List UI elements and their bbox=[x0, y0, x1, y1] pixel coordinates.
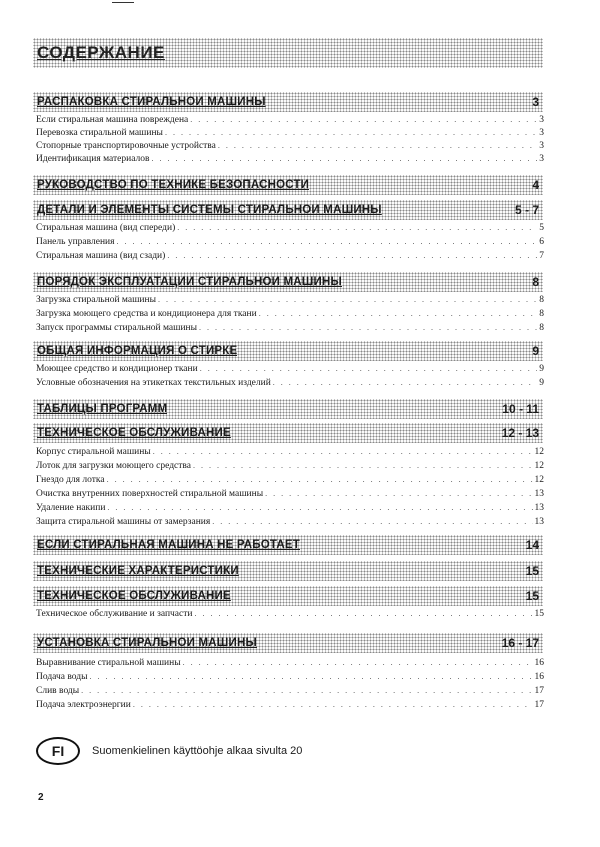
item-label: Идентификация материалов bbox=[36, 154, 150, 164]
toc-item[interactable] bbox=[36, 656, 544, 669]
item-page: 16 bbox=[534, 658, 544, 668]
item-page: 15 bbox=[534, 609, 544, 619]
item-label: Стиральная машина (вид спереди) bbox=[36, 223, 176, 233]
item-page: 17 bbox=[534, 700, 544, 710]
item-page: 16 bbox=[534, 672, 544, 682]
toc-item[interactable] bbox=[36, 221, 544, 234]
section-title: ПОРЯДОК ЭКСПЛУАТАЦИИ СТИРАЛЬНОЙ МАШИНЫ bbox=[37, 276, 342, 288]
toc-section[interactable] bbox=[33, 200, 543, 220]
section-page: 15 bbox=[525, 589, 539, 603]
finnish-note-text: Suomenkielinen käyttöohje alkaa sivulta 20 bbox=[92, 745, 303, 757]
dot-leader bbox=[212, 515, 532, 528]
section-page: 10 - 11 bbox=[502, 402, 539, 416]
item-page: 3 bbox=[539, 115, 544, 125]
item-page: 5 bbox=[539, 223, 544, 233]
section-title: РАСПАКОВКА СТИРАЛЬНОЙ МАШИНЫ bbox=[37, 96, 266, 108]
toc-section[interactable] bbox=[33, 535, 543, 555]
item-label: Техническое обслуживание и запчасти bbox=[36, 609, 193, 619]
toc-item[interactable] bbox=[36, 293, 544, 306]
dot-leader bbox=[107, 473, 533, 486]
toc-item[interactable] bbox=[36, 376, 544, 389]
dot-leader bbox=[265, 487, 532, 500]
item-page: 3 bbox=[539, 154, 544, 164]
dot-leader bbox=[153, 445, 533, 458]
toc-item[interactable] bbox=[36, 515, 544, 528]
item-label: Если стиральная машина повреждена bbox=[36, 115, 189, 125]
toc-section[interactable] bbox=[33, 561, 543, 581]
item-label: Условные обозначения на этикетках текстильных изделий bbox=[36, 378, 271, 388]
toc-item[interactable] bbox=[36, 487, 544, 500]
section-title: ЕСЛИ СТИРАЛЬНАЯ МАШИНА НЕ РАБОТАЕТ bbox=[37, 539, 300, 551]
toc-item[interactable] bbox=[36, 459, 544, 472]
dot-leader bbox=[183, 656, 533, 669]
section-page: 12 - 13 bbox=[501, 426, 539, 440]
toc-section[interactable] bbox=[33, 92, 543, 112]
dot-leader bbox=[90, 670, 533, 683]
toc-item[interactable] bbox=[36, 473, 544, 486]
section-title: УСТАНОВКА СТИРАЛЬНОЙ МАШИНЫ bbox=[37, 637, 257, 649]
item-label: Моющее средство и кондиционер ткани bbox=[36, 364, 198, 374]
item-page: 12 bbox=[534, 447, 544, 457]
item-page: 9 bbox=[539, 378, 544, 388]
item-label: Панель управления bbox=[36, 237, 115, 247]
dot-leader bbox=[194, 607, 532, 620]
dot-leader bbox=[158, 293, 537, 306]
section-page: 5 - 7 bbox=[514, 203, 539, 217]
item-page: 12 bbox=[534, 461, 544, 471]
section-page: 15 bbox=[525, 564, 539, 578]
item-label: Очистка внутренних поверхностей стиральной машины bbox=[36, 489, 264, 499]
dot-leader bbox=[200, 362, 538, 375]
toc-section[interactable] bbox=[33, 586, 543, 606]
dot-leader bbox=[81, 684, 532, 697]
item-label: Выравнивание стиральной машины bbox=[36, 658, 181, 668]
dot-leader bbox=[177, 221, 537, 234]
dot-leader bbox=[259, 307, 538, 320]
dot-leader bbox=[190, 113, 537, 126]
item-page: 9 bbox=[539, 364, 544, 374]
toc-item[interactable] bbox=[36, 684, 544, 697]
fi-language-badge: FI bbox=[36, 737, 80, 765]
toc-item[interactable] bbox=[36, 607, 544, 620]
toc-section[interactable] bbox=[33, 633, 543, 653]
dot-leader bbox=[165, 126, 537, 139]
toc-section[interactable] bbox=[33, 341, 543, 361]
section-title: ДЕТАЛИ И ЭЛЕМЕНТЫ СИСТЕМЫ СТИРАЛЬНОЙ МАШИНЫ bbox=[37, 204, 382, 216]
dot-leader bbox=[199, 321, 537, 334]
finnish-manual-note bbox=[36, 737, 302, 765]
section-title: ОБЩАЯ ИНФОРМАЦИЯ О СТИРКЕ bbox=[37, 345, 238, 357]
item-page: 3 bbox=[539, 141, 544, 151]
toc-item[interactable] bbox=[36, 445, 544, 458]
item-page: 13 bbox=[534, 503, 544, 513]
dot-leader bbox=[193, 459, 533, 472]
dot-leader bbox=[167, 249, 537, 262]
section-title: ТЕХНИЧЕСКОЕ ОБСЛУЖИВАНИЕ bbox=[37, 427, 231, 439]
item-page: 7 bbox=[539, 251, 544, 261]
toc-section[interactable] bbox=[33, 175, 543, 195]
item-label: Загрузка моющего средства и кондиционера для ткани bbox=[36, 309, 257, 319]
dot-leader bbox=[107, 501, 532, 514]
item-label: Удаление накипи bbox=[36, 503, 106, 513]
toc-section[interactable] bbox=[33, 272, 543, 292]
item-label: Загрузка стиральной машины bbox=[36, 295, 156, 305]
toc-item[interactable] bbox=[36, 321, 544, 334]
dot-leader bbox=[133, 698, 533, 711]
section-title: РУКОВОДСТВО ПО ТЕХНИКЕ БЕЗОПАСНОСТИ bbox=[37, 179, 310, 191]
item-page: 13 bbox=[534, 517, 544, 527]
item-page: 17 bbox=[534, 686, 544, 696]
toc-item[interactable] bbox=[36, 126, 544, 139]
section-page: 8 bbox=[532, 275, 539, 289]
item-label: Стопорные транспортировочные устройства bbox=[36, 141, 216, 151]
section-title: ТЕХНИЧЕСКИЕ ХАРАКТЕРИСТИКИ bbox=[37, 565, 239, 577]
item-label: Защита стиральной машины от замерзания bbox=[36, 517, 211, 527]
item-label: Стиральная машина (вид сзади) bbox=[36, 251, 166, 261]
item-label: Перевозка стиральной машины bbox=[36, 128, 163, 138]
item-label: Лоток для загрузки моющего средства bbox=[36, 461, 191, 471]
section-title: ТАБЛИЦЫ ПРОГРАММ bbox=[37, 403, 168, 415]
item-label: Подача воды bbox=[36, 672, 88, 682]
dot-leader bbox=[116, 235, 537, 248]
section-page: 3 bbox=[532, 95, 539, 109]
toc-item[interactable] bbox=[36, 152, 544, 165]
item-label: Слив воды bbox=[36, 686, 80, 696]
toc-item[interactable] bbox=[36, 139, 544, 152]
item-label: Корпус стиральной машины bbox=[36, 447, 151, 457]
toc-title: СОДЕРЖАНИЕ bbox=[37, 43, 165, 62]
section-page: 16 - 17 bbox=[501, 636, 539, 650]
toc-item[interactable] bbox=[36, 670, 544, 683]
item-page: 12 bbox=[534, 475, 544, 485]
item-page: 6 bbox=[539, 237, 544, 247]
item-label: Гнездо для лотка bbox=[36, 475, 105, 485]
toc-title-band bbox=[33, 38, 543, 68]
section-page: 14 bbox=[525, 538, 539, 552]
toc-item[interactable] bbox=[36, 235, 544, 248]
dot-leader bbox=[151, 152, 537, 165]
item-page: 8 bbox=[539, 323, 544, 333]
toc-item[interactable] bbox=[36, 307, 544, 320]
item-label: Запуск программы стиральной машины bbox=[36, 323, 198, 333]
page-number: 2 bbox=[38, 792, 44, 803]
toc-item[interactable] bbox=[36, 362, 544, 375]
dot-leader bbox=[218, 139, 537, 152]
toc-section[interactable] bbox=[33, 399, 543, 419]
top-rule bbox=[112, 2, 134, 3]
toc-item[interactable] bbox=[36, 113, 544, 126]
item-page: 13 bbox=[534, 489, 544, 499]
item-page: 8 bbox=[539, 309, 544, 319]
toc-item[interactable] bbox=[36, 698, 544, 711]
toc-item[interactable] bbox=[36, 249, 544, 262]
item-page: 3 bbox=[539, 128, 544, 138]
section-page: 9 bbox=[532, 344, 539, 358]
toc-item[interactable] bbox=[36, 501, 544, 514]
toc-section[interactable] bbox=[33, 423, 543, 443]
section-page: 4 bbox=[532, 178, 539, 192]
item-page: 8 bbox=[539, 295, 544, 305]
dot-leader bbox=[273, 376, 537, 389]
item-label: Подача электроэнергии bbox=[36, 700, 131, 710]
section-title: ТЕХНИЧЕСКОЕ ОБСЛУЖИВАНИЕ bbox=[37, 590, 231, 602]
